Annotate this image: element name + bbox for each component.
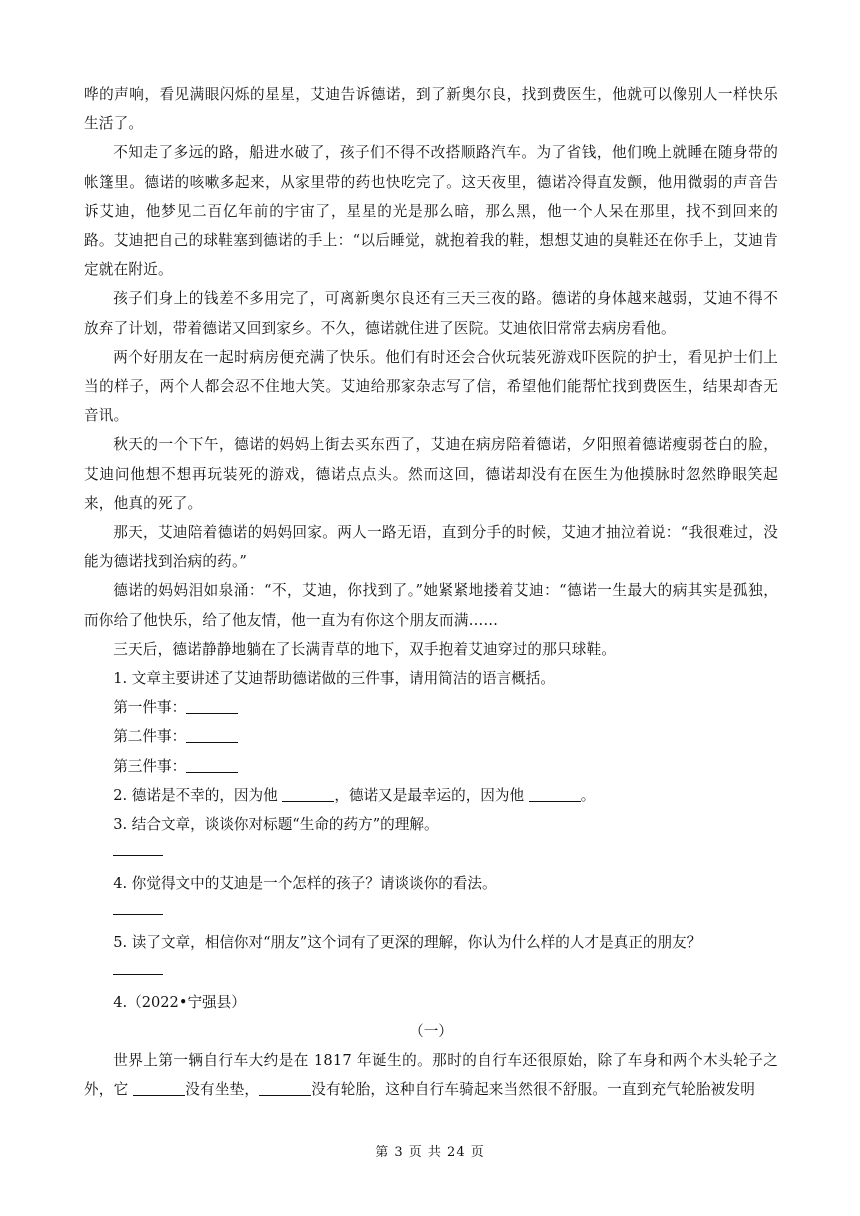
question-1-item-3 [84, 752, 778, 781]
answer-line[interactable] [113, 898, 163, 915]
question-2 [84, 781, 778, 810]
question-1-item-2 [84, 722, 778, 751]
question-3: 3. 结合文章，谈谈你对标题“生命的药方”的理解。 [113, 816, 439, 834]
question-2-part-c: 。 [580, 786, 596, 804]
story-paragraph-3: 孩子们身上的钱差不多用完了，可离新奥尔良还有三天三夜的路。德诺的身体越来越弱，艾迪不得不放弃了计划，带着德诺又回到家乡。不久，德诺就住进了医院。艾迪依旧常常去病房看他。 [84, 290, 778, 337]
story-paragraph-5: 秋天的一个下午，德诺的妈妈上街去买东西了，艾迪在病房陪着德诺，夕阳照着德诺瘦弱苍白的脸，艾迪问他想不想再玩装死的游戏，德诺点点头。然而这回，德诺却没有在医生为他摸脉时忽然睁眼笑起来，他真的死了。 [84, 436, 778, 512]
story-paragraph-2: 不知走了多远的路，船进水破了，孩子们不得不改搭顺路汽车。为了省钱，他们晚上就睡在随身带的帐篷里。德诺的咳嗽多起来，从家里带的药也快吃完了。这天夜里，德诺冷得直发颤，他用微弱的声音告诉艾迪，他梦见二百亿年前的宇宙了，星星的光是那么暗，那么黑，他一个人呆在那里，找不到回来的路。艾迪把自己的球鞋塞到德诺的手上：“以后睡觉，就抱着我的鞋，想想艾迪的臭鞋还在你手上，艾迪肯定就在附近。 [84, 144, 778, 279]
question-4: 4. 你觉得文中的艾迪是一个怎样的孩子？请谈谈你的看法。 [113, 875, 497, 893]
answer-line[interactable] [113, 958, 163, 975]
question-1-item-1-label: 第一件事： [113, 699, 187, 717]
answer-blank[interactable] [186, 755, 238, 773]
section-4-text-b: 没有坐垫， [185, 1081, 260, 1099]
answer-blank[interactable] [133, 1078, 185, 1096]
section-4-subheading: （一） [409, 1022, 453, 1040]
story-paragraph-7: 德诺的妈妈泪如泉涌：“不，艾迪，你找到了。”她紧紧地搂着艾迪：“德诺一生最大的病其实是孤独，而你给了他快乐，给了他友情，他一直为有你这个朋友而满…… [84, 582, 778, 629]
section-4-text-a: 世界上第一辆自行车大约是在 1817 年诞生的。那时的自行车还很原始，除了车身和两个木头轮子之外，它 [84, 1052, 778, 1099]
section-4-heading: 4.（2022•宁强县） [113, 993, 246, 1011]
answer-line[interactable] [113, 839, 163, 856]
question-5: 5. 读了文章，相信你对“朋友”这个词有了更深的理解，你认为什么样的人才是真正的朋友？ [113, 934, 702, 952]
answer-blank[interactable] [282, 784, 334, 802]
question-5-answer-area [84, 958, 778, 975]
story-paragraph-4: 两个好朋友在一起时病房便充满了快乐。他们有时还会合伙玩装死游戏吓医院的护士，看见护士们上当的样子，两个人都会忍不住地大笑。艾迪给那家杂志写了信，希望他们能帮忙找到费医生，结果却杳无音讯。 [84, 348, 778, 425]
question-2-part-b: ，德诺又是最幸运的，因为他 [334, 786, 525, 804]
question-1-item-3-label: 第三件事： [113, 757, 187, 775]
question-1: 1. 文章主要讲述了艾迪帮助德诺做的三件事，请用简洁的语言概括。 [113, 670, 555, 688]
story-paragraph-8: 三天后，德诺静静地躺在了长满青草的地下，双手抱着艾迪穿过的那只球鞋。 [113, 640, 617, 658]
page-footer: 第 3 页 共 24 页 [375, 1145, 485, 1160]
question-1-item-1 [84, 693, 778, 722]
section-4-paragraph [84, 1046, 778, 1104]
question-1-item-2-label: 第二件事： [113, 728, 187, 746]
question-4-answer-area [84, 898, 778, 915]
answer-blank[interactable] [259, 1078, 311, 1096]
answer-blank[interactable] [186, 725, 238, 743]
section-4-text-c: 没有轮胎，这种自行车骑起来当然很不舒服。一直到充气轮胎被发明 [311, 1081, 756, 1099]
story-paragraph-6: 那天，艾迪陪着德诺的妈妈回家。两人一路无语，直到分手的时候，艾迪才抽泣着说：“我很难过，没能为德诺找到治病的药。” [84, 524, 778, 571]
page-content [84, 80, 778, 1105]
question-3-answer-area [84, 839, 778, 856]
story-paragraph-1: 哗的声响，看见满眼闪烁的星星，艾迪告诉德诺，到了新奥尔良，找到费医生，他就可以像别人一样快乐生活了。 [84, 86, 778, 133]
answer-blank[interactable] [186, 696, 238, 714]
question-2-part-a: 2. 德诺是不幸的，因为他 [113, 786, 278, 804]
answer-blank[interactable] [529, 784, 581, 802]
